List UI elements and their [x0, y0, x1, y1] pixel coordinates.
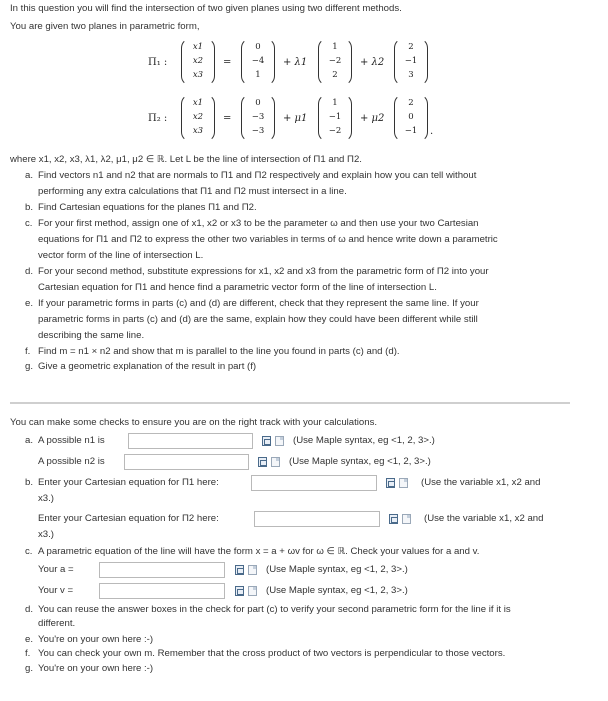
pi2-variable-hint: (Use the variable x1, x2 and [424, 513, 544, 524]
part-d-text: Cartesian equation for Π1 and hence find a parametric vector form of the line of intersection L. [38, 282, 437, 293]
check-e-label: e. [25, 634, 34, 645]
part-g-label: g. [25, 361, 34, 372]
check-a-vector-label: Your a = [38, 564, 74, 575]
equation-editor-icon[interactable] [386, 478, 395, 488]
v-vector-input[interactable] [99, 583, 225, 599]
a-vector-syntax-hint: (Use Maple syntax, eg <1, 2, 3>.) [266, 564, 408, 575]
n1-answer-input[interactable] [128, 433, 253, 449]
part-b-text: Find Cartesian equations for the planes Π1 and Π2. [38, 202, 257, 213]
plane-1-equation: Π₁ : x1 x2 x3 = 0 −4 1 + λ1 1 −2 2 + λ2 2 −1 3 [0, 40, 608, 92]
pi2-cartesian-input[interactable] [254, 511, 380, 527]
check-n2-label: A possible n2 is [38, 456, 105, 467]
n1-syntax-hint: (Use Maple syntax, eg <1, 2, 3>.) [293, 435, 435, 446]
check-e-text: You're on your own here :-) [38, 634, 154, 645]
check-d-label: d. [25, 604, 34, 615]
equation-editor-icon[interactable] [258, 457, 267, 467]
pi1-variable-hint: (Use the variable x1, x2 and [421, 477, 541, 488]
plane-2-direction-2: 2 0 −1 [396, 96, 426, 138]
where-line: where x1, x2, x3, λ1, λ2, μ1, μ2 ∈ ℝ. Let L be the line of intersection of Π1 and Π2. [10, 154, 362, 165]
plane-2-direction-1: 1 −1 −2 [320, 96, 350, 138]
n2-answer-input[interactable] [124, 454, 249, 470]
check-v-vector-label: Your v = [38, 585, 74, 596]
equation-editor-icon[interactable] [262, 436, 271, 446]
part-e-text: parametric forms in parts (c) and (d) are the same, explain how they could have been different while still [38, 314, 478, 325]
check-d-text: different. [38, 618, 76, 629]
check-d-text: You can reuse the answer boxes in the check for part (c) to verify your second parametric form for the line if it is [38, 604, 511, 615]
part-d-text: For your second method, substitute expressions for x1, x2 and x3 from the parametric form of Π2 into your [38, 266, 489, 277]
plane-2-name: Π₂ : [148, 113, 168, 124]
part-f-text: Find m = n1 × n2 and show that m is parallel to the line you found in parts (c) and (d). [38, 346, 400, 357]
check-f-text: You can check your own m. Remember that the cross product of two vectors is perpendicular to those vectors. [38, 648, 506, 659]
part-c-text: equations for Π1 and Π2 to express the other two variables in terms of ω and hence write down a parametric [38, 234, 498, 245]
plane-1-lhs-vector: x1 x2 x3 [183, 40, 213, 82]
plane-1-point-vector: 0 −4 1 [243, 40, 273, 82]
pi2-variable-hint-cont: x3.) [38, 529, 54, 540]
checks-intro: You can make some checks to ensure you are on the right track with your calculations. [10, 417, 378, 428]
intro-line-2: You are given two planes in parametric form, [10, 21, 200, 32]
equation-editor-icon[interactable] [235, 565, 244, 575]
part-f-label: f. [25, 346, 31, 357]
preview-icon[interactable] [248, 565, 257, 575]
check-pi1-label: Enter your Cartesian equation for Π1 here: [38, 477, 219, 488]
pi1-cartesian-input[interactable] [251, 475, 377, 491]
equation-editor-icon[interactable] [389, 514, 398, 524]
plane-2-point-vector: 0 −3 −3 [243, 96, 273, 138]
part-e-text: If your parametric forms in parts (c) and (d) are different, check that they represent the same line. If your [38, 298, 479, 309]
part-a-label: a. [25, 170, 34, 181]
part-e-label: e. [25, 298, 34, 309]
section-divider [10, 402, 570, 404]
check-n1-label: A possible n1 is [38, 435, 105, 446]
plane-1-direction-2: 2 −1 3 [396, 40, 426, 82]
intro-line-1: In this question you will find the intersection of two given planes using two different methods. [10, 3, 402, 14]
pi1-variable-hint-cont: x3.) [38, 493, 54, 504]
part-c-text: For your first method, assign one of x1, x2 or x3 to be the parameter ω and then use your two Cartesian [38, 218, 479, 229]
v-vector-syntax-hint: (Use Maple syntax, eg <1, 2, 3>.) [266, 585, 408, 596]
check-g-text: You're on your own here :-) [38, 663, 154, 674]
part-c-text: vector form of the line of intersection L. [38, 250, 204, 261]
check-c-text: A parametric equation of the line will have the form x = a + ωv for ω ∈ ℝ. Check your values for a and v. [38, 546, 480, 557]
check-c-label: c. [25, 546, 33, 557]
part-e-text: describing the same line. [38, 330, 145, 341]
part-a-text: performing any extra calculations that Π1 and Π2 must intersect in a line. [38, 186, 347, 197]
part-a-text: Find vectors n1 and n2 that are normals to Π1 and Π2 respectively and explain how you can tell without [38, 170, 477, 181]
check-a-label: a. [25, 435, 34, 446]
plane-2-lhs-vector: x1 x2 x3 [183, 96, 213, 138]
plane-2-equation: Π₂ : x1 x2 x3 = 0 −3 −3 + μ1 1 −1 −2 + μ2 2 0 −1 . [0, 96, 608, 148]
part-c-label: c. [25, 218, 33, 229]
plane-1-name: Π₁ : [148, 57, 168, 68]
plane-1-direction-1: 1 −2 2 [320, 40, 350, 82]
part-b-label: b. [25, 202, 34, 213]
equation-editor-icon[interactable] [235, 586, 244, 596]
preview-icon[interactable] [399, 478, 408, 488]
preview-icon[interactable] [248, 586, 257, 596]
part-d-label: d. [25, 266, 34, 277]
a-vector-input[interactable] [99, 562, 225, 578]
check-b-label: b. [25, 477, 34, 488]
part-g-text: Give a geometric explanation of the result in part (f) [38, 361, 257, 372]
check-f-label: f. [25, 648, 31, 659]
check-g-label: g. [25, 663, 34, 674]
preview-icon[interactable] [271, 457, 280, 467]
check-pi2-label: Enter your Cartesian equation for Π2 here: [38, 513, 219, 524]
n2-syntax-hint: (Use Maple syntax, eg <1, 2, 3>.) [289, 456, 431, 467]
preview-icon[interactable] [402, 514, 411, 524]
preview-icon[interactable] [275, 436, 284, 446]
